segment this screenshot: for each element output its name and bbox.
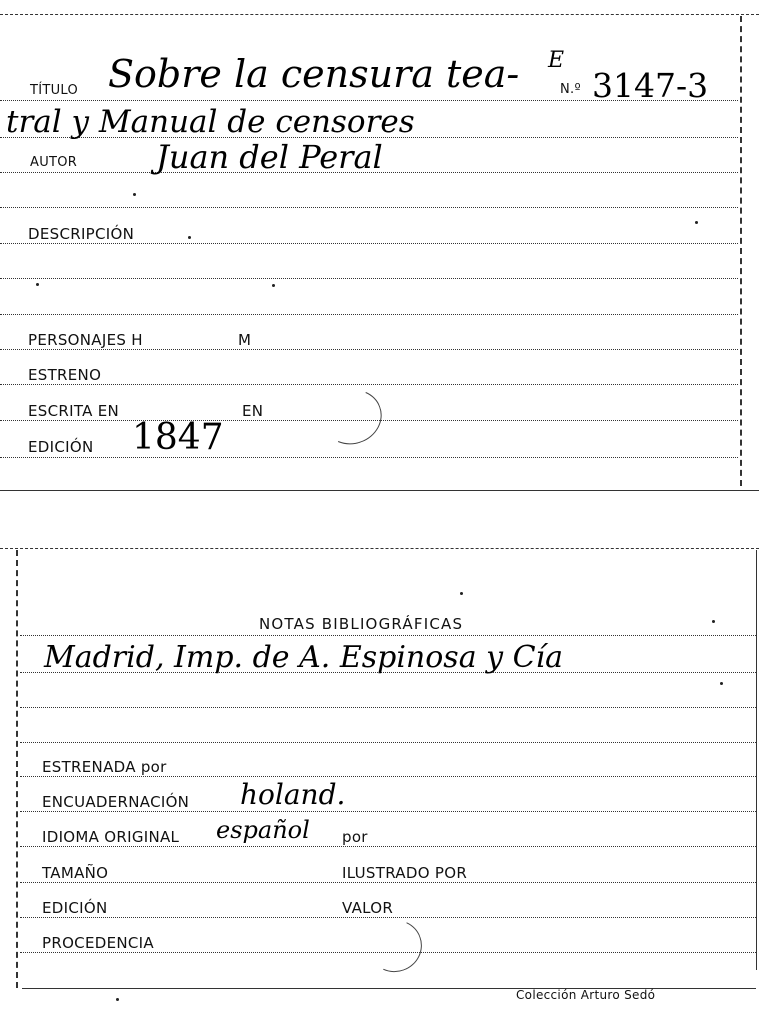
- estrenada-label: ESTRENADA por: [42, 758, 167, 776]
- idioma-por-label: por: [342, 828, 368, 846]
- numero-label: N.º: [560, 82, 581, 97]
- ink-speck: [720, 682, 723, 685]
- rule-blank-2: [0, 278, 738, 279]
- rule-blank-1: [20, 707, 756, 708]
- idioma-value: español: [216, 816, 310, 844]
- collection-footer: Colección Arturo Sedó: [516, 988, 656, 1002]
- top-edge: [0, 14, 759, 15]
- rule-heading: [20, 635, 756, 636]
- rule-estrenada: [20, 776, 756, 777]
- personajes-m-label: M: [238, 331, 252, 349]
- right-edge: [740, 16, 742, 486]
- autor-value: Juan del Peral: [156, 138, 383, 176]
- rule-edicion: [20, 917, 756, 918]
- right-edge: [756, 550, 757, 970]
- ilustrado-label: ILUSTRADO POR: [342, 864, 468, 882]
- left-edge: [16, 550, 18, 988]
- titulo-value-line2: tral y Manual de censores: [6, 104, 415, 140]
- estreno-label: ESTRENO: [28, 366, 102, 384]
- rule-blank-3: [0, 314, 738, 315]
- escrita-en-label: EN: [242, 402, 264, 420]
- numero-value: 3147-3: [592, 66, 709, 105]
- procedencia-label: PROCEDENCIA: [42, 934, 154, 952]
- titulo-label: TÍTULO: [30, 83, 79, 98]
- rule-tamano: [20, 882, 756, 883]
- punch-hole-mark: [315, 381, 390, 452]
- notes-value: Madrid, Imp. de A. Espinosa y Cía: [44, 640, 564, 675]
- rule-idioma: [20, 846, 756, 847]
- ink-speck: [272, 284, 275, 287]
- punch-hole-mark: [361, 912, 430, 979]
- ink-speck: [188, 236, 191, 239]
- edicion-label: EDICIÓN: [42, 899, 108, 917]
- encuadernacion-value: holand.: [240, 778, 346, 811]
- encuadernacion-label: ENCUADERNACIÓN: [42, 793, 190, 811]
- top-edge: [0, 548, 759, 549]
- ink-speck: [116, 998, 119, 1001]
- ink-speck: [133, 193, 136, 196]
- catalog-card-front: [0, 0, 759, 495]
- escrita-label: ESCRITA EN: [28, 402, 120, 420]
- descripcion-label: DESCRIPCIÓN: [28, 225, 135, 243]
- bottom-edge: [0, 490, 759, 491]
- rule-blank-2: [20, 742, 756, 743]
- personajes-label: PERSONAJES H: [28, 331, 143, 349]
- rule-personajes: [0, 349, 738, 350]
- titulo-value-line1: Sobre la censura tea-: [108, 52, 520, 96]
- ink-speck: [460, 592, 463, 595]
- rule-encuadernacion: [20, 811, 756, 812]
- edicion-label: EDICIÓN: [28, 438, 94, 456]
- rule-blank-1: [0, 207, 738, 208]
- notas-heading: NOTAS BIBLIOGRÁFICAS: [259, 615, 464, 633]
- rule-edicion: [0, 457, 738, 458]
- numero-prefix: E: [548, 48, 565, 73]
- ink-speck: [36, 283, 39, 286]
- tamano-label: TAMAÑO: [42, 864, 109, 882]
- valor-label: VALOR: [342, 899, 394, 917]
- idioma-label: IDIOMA ORIGINAL: [42, 828, 180, 846]
- rule-estreno: [0, 384, 738, 385]
- ink-speck: [712, 620, 715, 623]
- rule-descripcion: [0, 243, 738, 244]
- autor-label: AUTOR: [30, 155, 78, 170]
- edicion-value: 1847: [132, 417, 224, 458]
- ink-speck: [695, 221, 698, 224]
- catalog-card-back: [0, 540, 759, 1000]
